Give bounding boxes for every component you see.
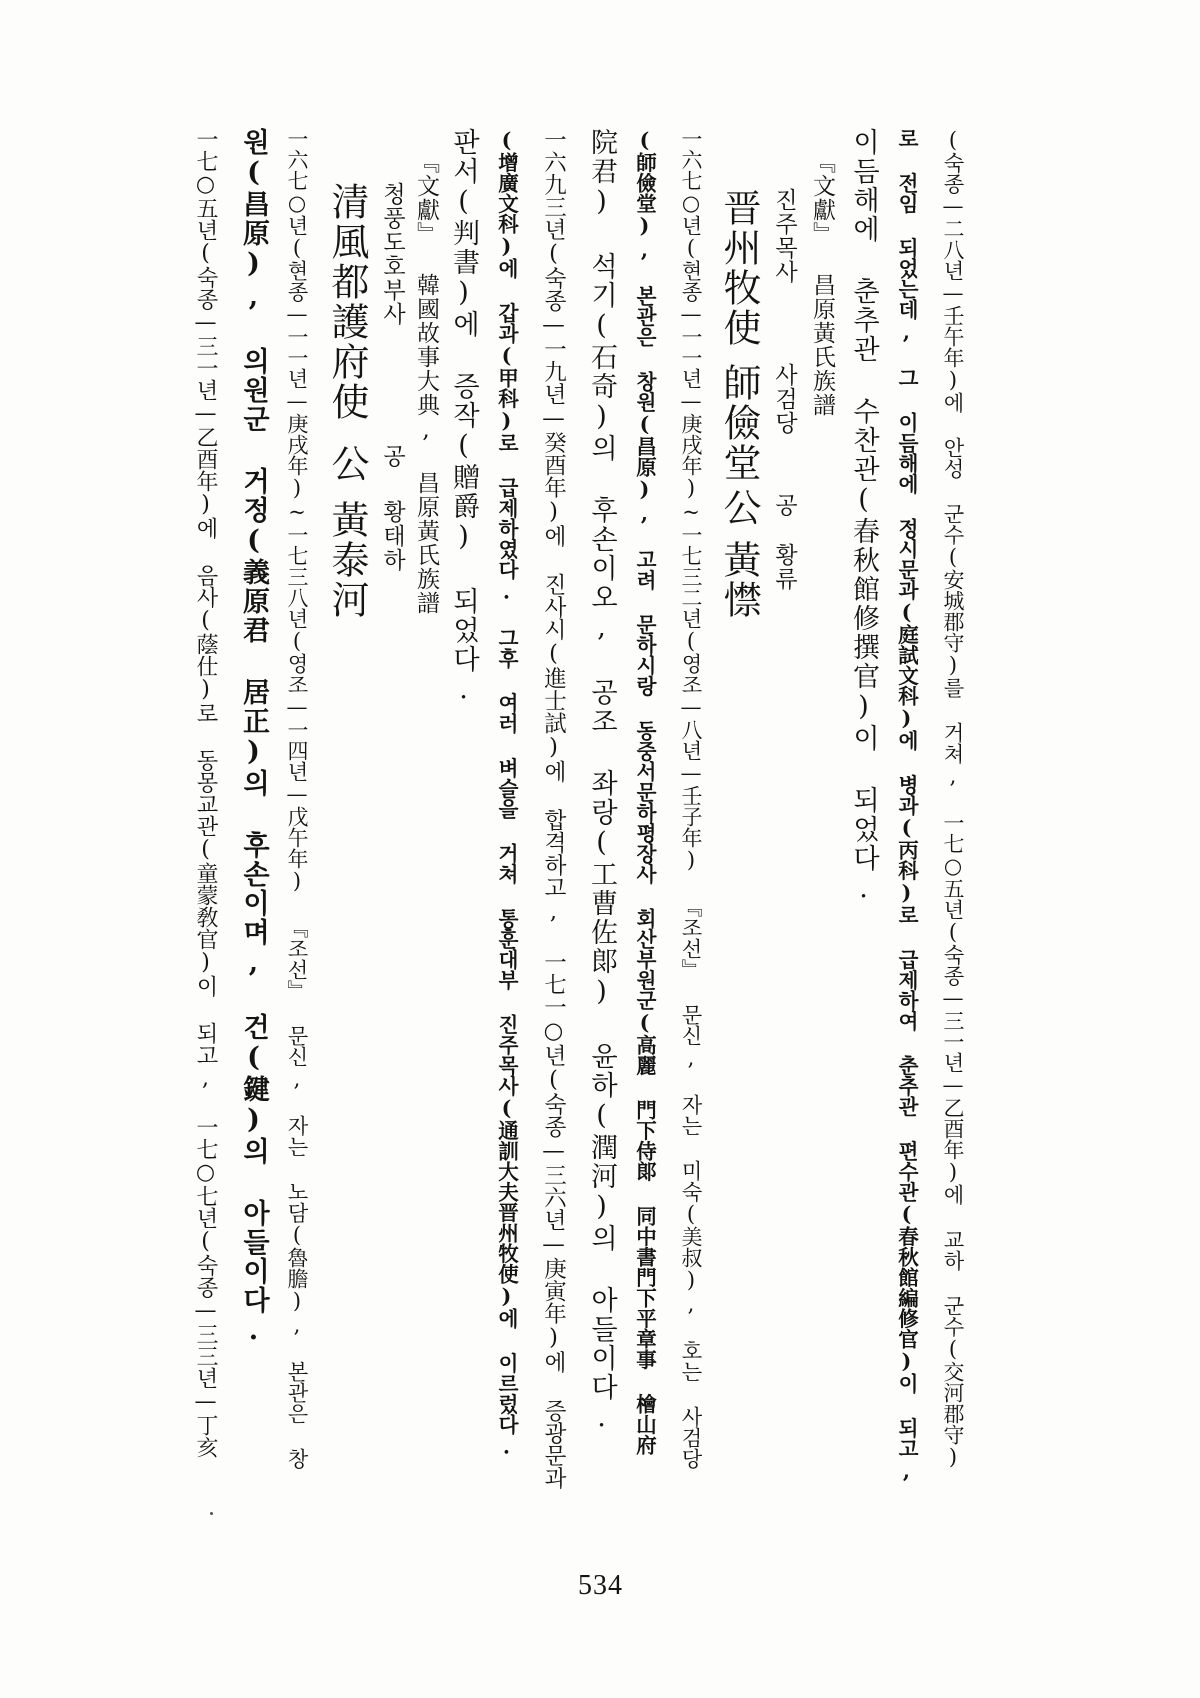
heading-1-name: 黃㦗	[717, 540, 761, 620]
text-column-10: 판서(判書)에 증작(贈爵) 되었다.	[448, 128, 479, 707]
page-number: 534	[578, 1570, 623, 1601]
text-column-7: 院君) 석기(石奇)의 후손이오, 공조 좌랑(工曹佐郞) 윤하(潤河)의 아들이다.	[586, 128, 617, 1435]
heading-1-reading-office: 진주목사	[771, 188, 797, 284]
text-column-13: 원(昌原), 의원군 거정(義原君 居正)의 후손이며, 건(鍵)의 아들이다.	[238, 128, 269, 1348]
scan-speck	[210, 1512, 213, 1515]
heading-1-gong: 公	[717, 488, 761, 528]
heading-2-gong: 公	[325, 444, 369, 484]
text-column-3: 이듬해에 춘추관 수찬관(春秋館修撰官)이 되었다.	[848, 128, 879, 906]
heading-1-pen-name: 師儉堂	[717, 363, 761, 483]
text-column-12: 一六七○년(현종—一一년—庚戌年)~一七三八년(영조—一四년—戊午年) 『조선』 문신, 자는 노담(魯膽), 본관은 창	[285, 128, 309, 1469]
text-column-9: (增廣文科)에 갑과(甲科)로 급제하였다. 그후 여러 벼슬을 거쳐 통훈대부 진주목사(通訓大夫晋州牧使)에 이르렀다.	[494, 128, 519, 1459]
text-column-6: (師儉堂), 본관은 창원(昌原), 고려 문하시랑 동중서문하평장사 회산부원군(高麗 門下侍郞 同中書門下平章事 檜山府	[632, 128, 657, 1455]
heading-2-name: 黃泰河	[325, 500, 369, 620]
heading-1-reading-pen-name: 사검당	[771, 363, 797, 435]
text-column-5: 一六七○년(현종—一一년—庚戌年)~一七三二년(영조—八년—壬子年) 『조선』 문신, 자는 미숙(美叔), 호는 사검당	[679, 128, 703, 1469]
heading-2-office: 清風都護府使	[325, 182, 369, 422]
source-reference-2: 『文獻』 韓國故事大典, 昌原黃氏族譜	[413, 150, 439, 615]
heading-2-reading-name: 황태하	[379, 500, 405, 572]
heading-1-office: 晋州牧使	[717, 188, 761, 348]
source-reference-1: 『文獻』 昌原黃氏族譜	[809, 150, 835, 417]
heading-1-reading-name: 황류	[771, 543, 797, 591]
heading-1-reading-gong: 공	[771, 493, 797, 517]
text-column-2: 로 전임 되었는데, 그 이듬해에 정시문과(庭試文科)에 병과(丙科)로 급제하여 춘추관 편수관(春秋館編修官)이 되고,	[894, 128, 919, 1483]
heading-2-reading-office: 청풍도호부사	[379, 182, 405, 326]
heading-2-reading-gong: 공	[379, 444, 405, 468]
text-column-8: 一六九三년(숙종—一九년—癸酉年)에 진사시(進士試)에 합격하고, 一七一○년(숙종—三六년—庚寅年)에 증광문과	[540, 128, 567, 1489]
text-column-14: 一七○五년(숙종—三一년—乙酉年)에 음사(蔭仕)로 동몽교관(童蒙敎官)이 되고, 一七○七년(숙종—三三년—丁亥	[193, 128, 218, 1458]
text-column-1: (숙종—二八년—壬午年)에 안성 군수(安城郡守)를 거쳐, 一七○五년(숙종—三一년—乙酉年)에 교하 군수(交河郡守)	[941, 128, 965, 1469]
